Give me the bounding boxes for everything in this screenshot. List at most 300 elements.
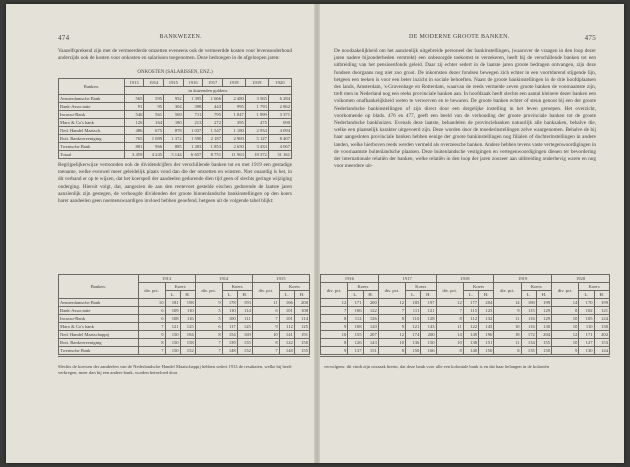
table-row-label: Incasso-Bank	[59, 111, 125, 119]
table-header-cell: Koers	[521, 283, 552, 291]
table-header-cell: L.	[463, 291, 478, 299]
table-cell: 110	[406, 315, 421, 323]
table-cell: 1 793	[245, 103, 268, 111]
table-cell: 155	[294, 347, 309, 355]
table-cell: 138	[463, 339, 478, 347]
table-cell: 9	[321, 347, 348, 355]
table-cell: 174	[406, 331, 421, 339]
table-cell: 11	[252, 299, 279, 307]
table-cell: 105	[579, 315, 594, 323]
left-running-title: BANKWEZEN.	[159, 34, 202, 40]
table-cell: 108	[348, 323, 363, 331]
table-cell: 111	[237, 315, 252, 323]
left-footnote: Slechts de koersen der aandeelen van de Nederlandsche Handel Maatschappij hebben sedert 1913 de resultaten, welke bij heeft verkregen, meer dan bij een andere bank, worden beïnvloed door	[58, 363, 292, 375]
table-cell: 169	[237, 331, 252, 339]
table-cell: 115	[463, 307, 478, 315]
table-cell: 198	[180, 299, 195, 307]
table-cell: 122	[279, 339, 294, 347]
table-cell: 3 459	[124, 151, 144, 159]
table-cell: 126	[363, 315, 378, 323]
table-cell: 4 245	[144, 151, 164, 159]
table-cell: 121	[594, 307, 609, 315]
table-cell: 8	[195, 331, 222, 339]
table-cell: 8	[321, 315, 348, 323]
table-cell: 158	[180, 339, 195, 347]
table-cell: 565	[124, 95, 144, 103]
table-header-cell: 1915	[252, 275, 309, 283]
table-cell: 112	[279, 323, 294, 331]
table-cell: 185	[406, 299, 421, 307]
table-cell: 18 372	[245, 151, 268, 159]
table-cell: 196	[479, 331, 494, 339]
table-cell: 10	[436, 339, 463, 347]
table-cell: 7	[252, 347, 279, 355]
table-cell: 952	[164, 95, 184, 103]
table-cell: 10	[378, 339, 405, 347]
table-header-cell: L.	[165, 291, 180, 299]
table-header-cell: L.	[348, 291, 363, 299]
table-cell: 2 969	[223, 135, 246, 143]
table-cell: 150	[421, 339, 436, 347]
table-row-label: Ned. Handel Maatschappij	[59, 331, 139, 339]
table-cell: 178	[222, 299, 237, 307]
table-header-cell: 1920	[268, 79, 291, 87]
table-cell: 110	[180, 307, 195, 315]
table-cell: 14	[494, 299, 521, 307]
table-header-cell: div. pct.	[195, 283, 222, 299]
table-header-cell: L.	[406, 291, 421, 299]
table-cell: 711	[183, 111, 203, 119]
table-cell: 137	[348, 347, 363, 355]
table-cell: 8 407	[268, 135, 291, 143]
table-cell: 885	[164, 143, 184, 151]
table-cell: 475	[245, 119, 268, 127]
table-cell: 443	[203, 103, 223, 111]
table-cell: 112	[348, 315, 363, 323]
table-row	[59, 135, 292, 143]
table-cell: 106	[348, 307, 363, 315]
table-row-label: Bank-Associatie	[59, 103, 125, 111]
table-cell: 10	[321, 331, 348, 339]
table-cell: 9	[195, 299, 222, 307]
table-header-cell: Banken.	[59, 79, 125, 95]
table-cell: 12	[378, 331, 405, 339]
table-cell: 117	[222, 323, 237, 331]
table-cell: 11 963	[223, 151, 246, 159]
table-header-cell: div. pct.	[436, 283, 463, 299]
table-row	[321, 339, 610, 347]
table-row-label: Amsterdamsche Bank	[59, 299, 139, 307]
table-cell: 153	[594, 339, 609, 347]
table-cell: 486	[124, 127, 144, 135]
table-header-cell: div. pct.	[321, 283, 348, 299]
table-row	[59, 95, 292, 103]
table-cell: 199	[536, 299, 551, 307]
table-cell: 7	[252, 315, 279, 323]
table-cell: 155	[237, 339, 252, 347]
table-cell: 561	[144, 111, 164, 119]
table-cell: 132	[479, 315, 494, 323]
table-cell: 1 666	[203, 95, 223, 103]
table-cell: 121	[421, 307, 436, 315]
table-cell: 166	[421, 347, 436, 355]
table-header-cell: 1918	[223, 79, 246, 87]
table-cell: 109	[165, 307, 180, 315]
table-cell: 9	[321, 323, 348, 331]
table-cell: 5 144	[164, 151, 184, 159]
table-header-cell: 1913	[124, 79, 144, 87]
table-header-cell: 1920	[552, 275, 610, 283]
table-row-label: Marx & Co's bank	[59, 119, 125, 127]
expenses-table	[58, 78, 292, 159]
table-cell: 1 372	[164, 135, 184, 143]
table-cell: 7	[138, 347, 165, 355]
table-cell: 10	[552, 315, 579, 323]
table-header-cell: div. pct.	[494, 283, 521, 299]
table-cell: 115	[521, 307, 536, 315]
table-row-label: Totaal	[59, 151, 125, 159]
table-cell: 7	[195, 339, 222, 347]
table-cell: 6 657	[183, 151, 203, 159]
table-header-cell: 1915	[164, 79, 184, 87]
table-cell: 164	[144, 119, 164, 127]
table-cell: 151	[363, 347, 378, 355]
table-cell: 126	[348, 339, 363, 347]
table-cell: 171	[348, 299, 363, 307]
table-row	[321, 315, 610, 323]
table-cell: 127	[579, 339, 594, 347]
table-cell: 9	[494, 307, 521, 315]
left-body-text: Begrijpelijkerwijze vertoonden ook de dividendcijfers der verschillende banken tot en met 1919 een gestadige toename, welke evenwel meer geleidelijk plaats vond dan die der omzetten en winsten. Niet onaardig is het, in dit verband er op te wijzen, dat het koerspeil der aandeelen gedurende dien tijd geen of slechts geringe wijziging onderging. Hieruit volgt, dat, aangezien de aan den rentevoet gestelde eischen gedurende de laatste jaren aanzienlijk zijn gestegen, de verhoogde dividenden der groote binnenlandsche bankinstellingen op den koers harer aandeelen geen noemenswaardigen invloed hebben geoefend, hetgeen uit de volgende tabel blijkt:	[58, 162, 292, 205]
table-cell: 204	[536, 331, 551, 339]
table-cell: 134	[521, 339, 536, 347]
table-unit-cell: in duizenden guldens	[124, 87, 291, 95]
table-row	[59, 307, 310, 315]
table-cell: 7	[436, 307, 463, 315]
table-cell: 3 371	[268, 111, 291, 119]
table-cell: 8	[321, 339, 348, 347]
table-cell: 152	[237, 347, 252, 355]
table-cell: 8	[436, 347, 463, 355]
table-cell: 170	[579, 299, 594, 307]
table-header-cell: Koers	[579, 283, 610, 291]
table-header-cell: H.	[594, 291, 609, 299]
table-cell: 204	[479, 299, 494, 307]
table-cell: 108	[294, 307, 309, 315]
table-cell: 116	[180, 315, 195, 323]
table-cell: 140	[463, 347, 478, 355]
table-row-label: Rott. Bankvereeniging	[59, 339, 139, 347]
table-cell: 8	[378, 315, 405, 323]
table-cell: 191	[294, 331, 309, 339]
table-total-row	[59, 151, 292, 159]
table-cell: 2 187	[203, 135, 223, 143]
table-cell: 5	[195, 307, 222, 315]
table-cell: 14	[436, 331, 463, 339]
table-cell: 569	[164, 111, 184, 119]
table-cell: 690	[268, 119, 291, 127]
table-cell: 995	[223, 103, 246, 111]
table-cell: 10	[252, 331, 279, 339]
left-page	[6, 4, 314, 463]
table-header-cell: div. pct.	[138, 283, 165, 299]
table-cell: 4 067	[268, 143, 291, 151]
table-cell: 184	[180, 331, 195, 339]
table-cell: 130	[594, 323, 609, 331]
table1-title: ONKOSTEN (SALARISSEN, ENZ.)	[137, 70, 213, 75]
table-header-cell: 1913	[138, 275, 195, 283]
table-row-label: Bank-Associatie	[59, 307, 139, 315]
table-cell: 116	[521, 323, 536, 331]
table-cell: 12	[321, 299, 348, 307]
table-cell: 6	[195, 323, 222, 331]
table-header-cell: 1919	[245, 79, 268, 87]
table-header-cell: 1917	[203, 79, 223, 87]
table-cell: 110	[222, 307, 237, 315]
table-cell: 7	[195, 347, 222, 355]
table-header-cell: Koers	[279, 283, 309, 291]
table-header-cell: 1917	[378, 275, 436, 283]
table-row	[321, 307, 610, 315]
table-cell: 166	[279, 299, 294, 307]
table-header-cell: Koers	[348, 283, 379, 291]
right-page	[320, 4, 624, 463]
table-cell: 1 089	[144, 135, 164, 143]
table-header-cell: 1916	[321, 275, 379, 283]
table-cell: 11	[494, 339, 521, 347]
table-cell: 193	[237, 299, 252, 307]
table-header-cell: 1918	[436, 275, 494, 283]
table-cell: 148	[279, 347, 294, 355]
table-cell: 150	[406, 347, 421, 355]
book-spread	[6, 4, 624, 463]
table-cell: 4 094	[268, 127, 291, 135]
table-cell: 7	[321, 307, 348, 315]
table-cell: 128	[421, 315, 436, 323]
table-cell: 10	[138, 299, 165, 307]
table-cell: 881	[124, 143, 144, 151]
table-cell: 197	[421, 299, 436, 307]
table-cell: 304	[164, 103, 184, 111]
table-cell: 10	[494, 323, 521, 331]
table-cell: 150	[165, 347, 180, 355]
table-cell: 10	[552, 323, 579, 331]
table-header-cell: Koers	[406, 283, 437, 291]
table-cell: 6 284	[268, 95, 291, 103]
table-row	[59, 111, 292, 119]
right-running-head	[334, 34, 596, 42]
table-cell: 12	[552, 331, 579, 339]
table-row-label: Twentsche Bank	[59, 347, 139, 355]
table-row	[59, 347, 310, 355]
table-row	[59, 331, 310, 339]
table-cell: 126	[124, 119, 144, 127]
table-cell: 7	[378, 307, 405, 315]
table-row	[59, 315, 310, 323]
right-body-text: De noodzakelijkheid om het aanzienlijk uitgebreide personeel der bankinstellingen, (waarover de vraagen in den loop dezer jaren nadere bijzonderheden verstrekt) een onbezorgde toekomst te verzekeren, heeft bij de verschillende banken tot een uitbreiding van het pensioenfonds geleid. Daar zij echter sedert in de laatste jaren groote bedragen ontvangen, zijn deze fondsen doorgaans nog niet zoo groot. De inkomsten dezer fondsen bewegen zich echter in een voortdurend stijgende lijn, hetgeen een teeken is voor een beter inzicht in sociale behoeften. Naast de groote bankinstellingen in de drie hoofdplaatsen des lands, Amsterdam, 's-Gravenhage en Rotterdam, waarvan de reeds vermelde zeven groote banken de voornaamste zijn, treft men in Nederland nog een reeks provinciale banken aan. In hoofdzaak heeft slechts een aantal kleinere dezer banken een volkomen onafhankelijkheid weten te verwerven en te bewaren. De groote banken echter of steun genoot bij een der groote Nederlandsche bankinstellingen of zijn direct door een dergelijke instelling in het leven geroepen. Het overzicht, voorkomende op blads. 476 en 477, geeft een beeld van de verhouding der groote provinciale banken tot de groote Nederlandsche bankhuizen. Evenals deze laatste, behandelen de provinciebanken natuurlijk alle bankzaken, behalve die, welke een plaatselijk karakter uitgevoerd zijn. Deze worden door de moederinstellingen zelve waargenomen. Behalve de bij haar aangesloten provinciale banken hebben eenige der groote bankinstellingen nog filialen of dochterinstellingen in andere landen, welke hierboven reeds werden vermeld als overzeesche banken. Andere hebben tevens vaste vertegenwoordigingen in de voornaamste buitenlandsche plaatsen. Deze buitenlandsche vestigingen en vertegenwoordigingen dienen ter bevordering der internationale relatiën der banken, welke relatiën in den loop der jaren zoozeer aan uitbreiding onderhevig waren en nog voor meerdere uit-	[334, 48, 596, 170]
right-footnote: vervolgens: dit vindt zijn oorzaak hierin, dat deze bank voor alle een koloniale bank is en dat haar belangen in de koloniën	[324, 363, 550, 369]
table-cell: 5	[195, 315, 222, 323]
table-cell: 1 283	[183, 143, 203, 151]
table-header-cell: L.	[222, 291, 237, 299]
table-cell: 3 433	[245, 143, 268, 151]
table-cell: 5 127	[245, 135, 268, 143]
table-cell: 141	[279, 331, 294, 339]
table-cell: 100	[222, 315, 237, 323]
table-cell: 199	[594, 299, 609, 307]
table-cell: 8	[436, 315, 463, 323]
table-row	[59, 119, 292, 127]
table-cell: 8 751	[203, 151, 223, 159]
table-cell: 125	[180, 323, 195, 331]
table-row-label: Ned. Handel Maatsch.	[59, 127, 125, 135]
footnote-rule-right	[320, 356, 610, 357]
table-header-cell: L.	[579, 291, 594, 299]
table-cell: 95	[144, 103, 164, 111]
table-cell: 213	[183, 119, 203, 127]
table-cell: 2 650	[223, 143, 246, 151]
table-cell: 9	[138, 331, 165, 339]
right-running-title: DE MODERNE GROOTE BANKEN.	[409, 34, 510, 40]
table-row	[59, 103, 292, 111]
table-cell: 151	[479, 339, 494, 347]
table-cell: 7	[138, 323, 165, 331]
table-cell: 171	[579, 331, 594, 339]
table-header-cell: H.	[479, 291, 494, 299]
table-header-cell: H.	[536, 291, 551, 299]
table-header-cell: H.	[363, 291, 378, 299]
table-cell: 172	[521, 331, 536, 339]
table-cell: 125	[479, 307, 494, 315]
table-cell: 145	[479, 323, 494, 331]
table-cell: 595	[144, 95, 164, 103]
table-cell: 11	[494, 315, 521, 323]
table-cell: 130	[579, 347, 594, 355]
table-cell: 135	[521, 347, 536, 355]
table-header-cell: 1916	[183, 79, 203, 87]
table-cell: 116	[521, 315, 536, 323]
table-cell: 8	[494, 347, 521, 355]
table-cell: 121	[165, 323, 180, 331]
table-cell: 143	[363, 339, 378, 347]
table-cell: 202	[594, 331, 609, 339]
table-cell: 2 934	[245, 127, 268, 135]
table-cell: 795	[203, 111, 223, 119]
table-cell: 9	[378, 323, 405, 331]
table-cell: 2 862	[268, 103, 291, 111]
table-row-label: Rott. Bankvereeniging	[59, 135, 125, 143]
table-cell: 200	[421, 331, 436, 339]
table-cell: 150	[165, 339, 180, 347]
table-cell: 9	[252, 323, 279, 331]
table-header-cell: 1914	[144, 79, 164, 87]
table-cell: 125	[294, 323, 309, 331]
table-cell: 122	[463, 323, 478, 331]
table-header-cell: div. pct.	[252, 283, 279, 299]
table-cell: 675	[144, 127, 164, 135]
table-cell: 8	[378, 347, 405, 355]
table-cell: 91	[124, 103, 144, 111]
table-cell: 150	[479, 347, 494, 355]
table-cell: 966	[144, 143, 164, 151]
left-page-number: 474	[58, 34, 70, 42]
table-cell: 10	[552, 339, 579, 347]
table-header-cell: Koers	[222, 283, 252, 291]
table-cell: 130	[536, 323, 551, 331]
table-cell: 112	[463, 315, 478, 323]
table-header-cell: Koers	[165, 283, 195, 291]
dividend-table-right	[320, 274, 610, 355]
table-cell: 152	[180, 347, 195, 355]
table-cell: 1 853	[203, 143, 223, 151]
table-row	[59, 339, 310, 347]
table-row	[59, 143, 292, 151]
table-cell: 546	[124, 111, 144, 119]
table-header-cell: H.	[237, 291, 252, 299]
table-header-cell: H.	[421, 291, 436, 299]
table-row	[321, 331, 610, 339]
table-cell: 101	[279, 315, 294, 323]
table-cell: 150	[536, 347, 551, 355]
table-cell: 129	[536, 315, 551, 323]
table-cell: 8	[138, 339, 165, 347]
table-row-label: Amsterdamsche Bank	[59, 95, 125, 103]
table-cell: 395	[223, 119, 246, 127]
table-row	[59, 299, 310, 307]
table-cell: 765	[124, 135, 144, 143]
table-cell: 150	[294, 339, 309, 347]
table-cell: 11	[436, 323, 463, 331]
table-cell: 148	[222, 347, 237, 355]
table-cell: 102	[579, 307, 594, 315]
table-cell: 120	[363, 323, 378, 331]
table-cell: 155	[348, 331, 363, 339]
table-row-label: Marx & Co's bank	[59, 323, 139, 331]
table-cell: 101	[279, 307, 294, 315]
table-cell: 121	[406, 323, 421, 331]
table-cell: 8	[252, 339, 279, 347]
table-cell: 398	[183, 103, 203, 111]
table-cell: 1 395	[183, 95, 203, 103]
table-cell: 12	[378, 299, 405, 307]
table-cell: 136	[406, 339, 421, 347]
table-cell: 207	[363, 331, 378, 339]
right-page-number: 475	[584, 34, 596, 42]
table-cell: 18	[494, 331, 521, 339]
table-header-cell: Koers	[463, 283, 494, 291]
table-cell: 108	[165, 315, 180, 323]
table-cell: 114	[237, 307, 252, 315]
table-row	[59, 323, 310, 331]
table-cell: 878	[164, 127, 184, 135]
table-row	[321, 323, 610, 331]
table-header-cell: div. pct.	[378, 283, 405, 299]
table-cell: 8	[552, 307, 579, 315]
table-cell: 125	[237, 323, 252, 331]
table-header-cell: div. pct.	[552, 283, 579, 299]
table-cell: 1 590	[183, 135, 203, 143]
table-cell: 139	[222, 339, 237, 347]
table-cell: 1 999	[245, 111, 268, 119]
table-cell: 14	[552, 299, 579, 307]
table-cell: 200	[363, 299, 378, 307]
left-running-head	[58, 34, 292, 42]
table-cell: 180	[164, 119, 184, 127]
footnote-rule	[58, 356, 310, 357]
table-cell: 114	[294, 315, 309, 323]
table-cell: 180	[521, 299, 536, 307]
left-intro-text: Vaazelfsprekend zijn met de vermeerderde omzetten eveneens ook de vermeerdde kosten voor levensonderhoud anderzijds ook de kosten voor onkosten en salarissen toegenomen. Deze bedroegen in de afgeloopen jaren:	[58, 48, 292, 62]
